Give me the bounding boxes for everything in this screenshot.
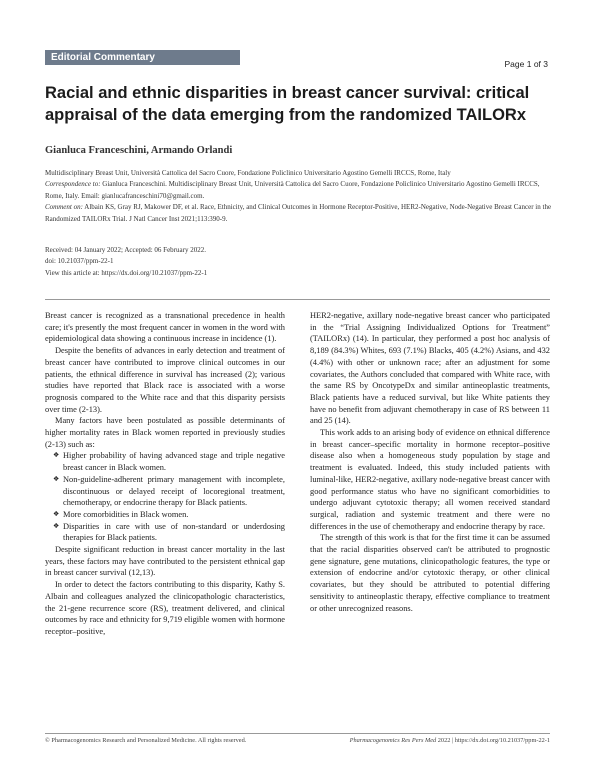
paragraph: Despite the benefits of advances in early detection and treatment of breast cancer have contributed to improve clinical outcomes in our patients, the ethnical difference in survival has increased (2); various studies have reported that Black race is associated with a worse prognosis compared to the White race and that this disparity persists over time (2-13). (45, 346, 285, 414)
article-title: Racial and ethnic disparities in breast cancer survival: critical appraisal of the data emerging from the randomized TAILORx (45, 84, 530, 124)
citation-doi: 2022 | https://dx.doi.org/10.21037/ppm-22-1 (437, 737, 550, 744)
diamond-bullet-icon: ❖ (53, 521, 60, 530)
paragraph: Despite significant reduction in breast cancer mortality in the last years, these factors may have contributed to the persistent ethnical gap in breast cancer survival (12,13). (45, 545, 285, 578)
body-column-left (45, 310, 285, 638)
diamond-bullet-icon: ❖ (53, 451, 60, 460)
list-item-text: Disparities in care with use of non-standard or underdosing therapies for Black patients. (63, 521, 285, 543)
article-dates (45, 245, 555, 279)
list-item-text: Higher probability of having advanced stage and triple negative breast cancer in Black women. (63, 451, 285, 473)
page-number: Page 1 of 3 (504, 59, 548, 69)
paragraph: HER2-negative, axillary node-negative breast cancer who participated in the “Trial Assigning Individualized Options for Treatment” (TAILORx) (14). In particular, they performed a post hoc analysis of 8,189 (84.3%) Whites, 693 (7.1%) Blacks, 405 (4.2%) Asians, and 432 (4.4%) with other or unknown race; after an adjustment for some covariates, the Authors concluded that compared with White race, with the same RS by OncotypeDx and similar antineoplastic treatments, Black patients have a reduced survival, but like White patients they have no benefit from adjuvant chemotherapy in case of RS between 11 and 25 (14). (310, 311, 550, 426)
list-item-text: Non-guideline-adherent primary management with incomplete, discontinuous or delayed receipt of locoregional treatment, chemotherapy, or endocrine therapy for Black patients. (63, 474, 285, 508)
paragraph: In order to detect the factors contributing to this disparity, Kathy S. Albain and colleagues analyzed the clinicopathologic characteristics, the 21-gene recurrence score (RS), treatment delivered, and clinical outcomes by race and ethnicity for 9,719 eligible women with hormone receptor–positive, (45, 580, 285, 636)
factor-list (45, 450, 285, 544)
paragraph: Many factors have been postulated as possible determinants of higher mortality rates in Black women reported in previously studies (2-13) such as: (45, 416, 285, 449)
correspondence-text: Gianluca Franceschini. Multidisciplinary Breast Unit, Università Cattolica del Sacro Cuore, Fondazione Policlinico Universitario Agostino Gemelli IRCCS, Rome, Italy. Email: gianlucafranceschini70@gmail.com. (45, 180, 540, 200)
received-accepted: Received: 04 January 2022; Accepted: 06 February 2022. (45, 246, 206, 254)
divider-bottom (45, 733, 550, 734)
list-item (45, 474, 285, 509)
journal-name: Pharmacogenomics Res Pers Med (349, 737, 437, 744)
list-item (45, 521, 285, 544)
article-category-banner: Editorial Commentary (45, 50, 240, 65)
comment-label: Comment on: (45, 203, 83, 212)
diamond-bullet-icon: ❖ (53, 509, 60, 518)
authors: Gianluca Franceschini, Armando Orlandi (45, 145, 233, 156)
comment-on (45, 202, 555, 225)
diamond-bullet-icon: ❖ (53, 474, 60, 483)
correspondence-label: Correspondence to: (45, 180, 101, 189)
divider-top (45, 299, 550, 300)
view-article-link[interactable]: View this article at: https://dx.doi.org/10.21037/ppm-22-1 (45, 268, 208, 277)
citation-footer (350, 737, 550, 744)
list-item (45, 509, 285, 521)
comment-text: Albain KS, Gray RJ, Makower DF, et al. Race, Ethnicity, and Clinical Outcomes in Hormone Receptor-Positive, HER2-Negative, Node-Negative Breast Cancer in the Randomized TAILORx Trial. J Natl Cancer Inst 2021;113:390-9. (45, 203, 552, 223)
copyright-footer: © Pharmacogenomics Research and Personalized Medicine. All rights reserved. (45, 737, 247, 744)
affiliation: Multidisciplinary Breast Unit, Università Cattolica del Sacro Cuore, Fondazione Policlinico Universitario Agostino Gemelli IRCCS, Rome, Italy (45, 169, 451, 177)
list-item (45, 450, 285, 473)
doi: doi: 10.21037/ppm-22-1 (45, 257, 114, 266)
body-column-right (310, 310, 550, 614)
article-metadata (45, 168, 555, 225)
paragraph: This work adds to an arising body of evidence on ethnical difference in breast cancer–specific mortality in hormone receptor–positive disease also when a homogeneous study population by stage and treatment is evaluated. Indeed, this study included patients with luminal-like, HER2-negative, axillary node-negative breast cancer with good performance status who have no significant comorbidities to undergo adjuvant cytotoxic therapy; all women received standard surgical, radiation and systemic treatment and there were no differences in the use of chemotherapy and endocrine therapy by race. (310, 428, 550, 531)
correspondence (45, 179, 555, 202)
list-item-text: More comorbidities in Black women. (63, 509, 189, 519)
paragraph: Breast cancer is recognized as a transnational precedence in health care; it's presently the most frequent cancer in women in the word with epidemiological data showing a continuous increase in incidence (1). (45, 311, 285, 344)
paragraph: The strength of this work is that for the first time it can be assumed that the racial disparities observed can't be attributed to prognostic gene signature, gene mutations, clinicopathologic features, the type or extension of endocrine and/or cytotoxic therapy, or other clinical covariates, but they should be attributed to potential differing sensitivity to antineoplastic therapy, effective compliance to treatment or other unrecognized reasons. (310, 533, 550, 613)
